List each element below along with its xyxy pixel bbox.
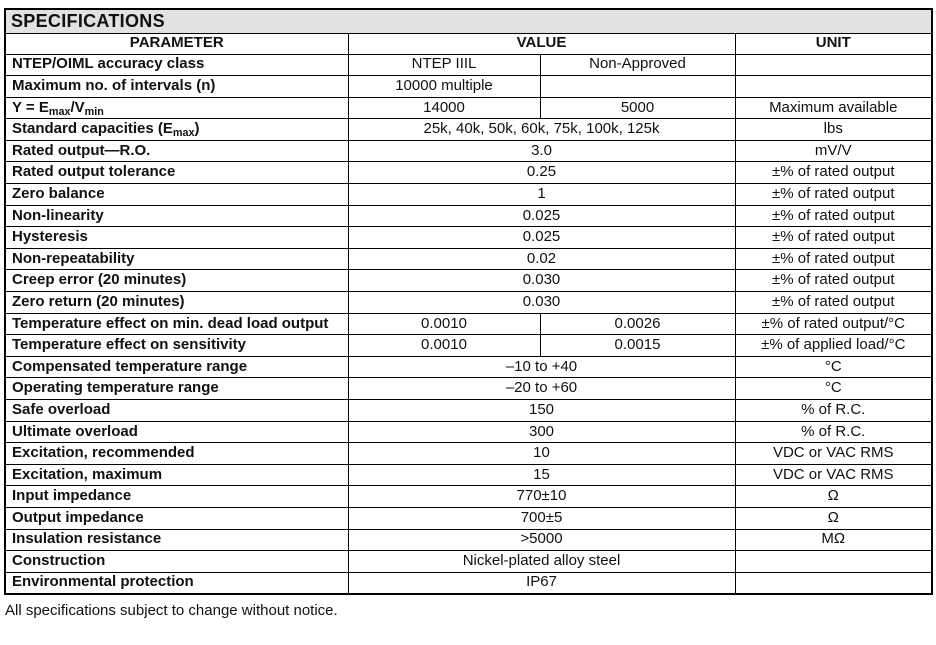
unit-cell: VDC or VAC RMS xyxy=(735,464,932,486)
table-row xyxy=(5,227,932,249)
unit-cell xyxy=(735,76,932,98)
parameter-cell: Creep error (20 minutes) xyxy=(5,270,348,292)
table-row xyxy=(5,248,932,270)
table-row xyxy=(5,119,932,141)
unit-cell: ±% of rated output xyxy=(735,292,932,314)
table-row xyxy=(5,184,932,206)
parameter-cell: Standard capacities $(E_{max})$ xyxy=(5,119,348,141)
unit-cell: VDC or VAC RMS xyxy=(735,443,932,465)
table-row xyxy=(5,162,932,184)
table-title-row xyxy=(5,9,932,33)
parameter-cell: Compensated temperature range xyxy=(5,356,348,378)
value-cell: NTEP IIIL xyxy=(348,54,540,76)
unit-cell: Ω xyxy=(735,507,932,529)
table-row xyxy=(5,313,932,335)
parameter-cell: Excitation, recommended xyxy=(5,443,348,465)
value-cell: –10 to +40 xyxy=(348,356,735,378)
parameter-cell: Temperature effect on sensitivity xyxy=(5,335,348,357)
value-cell: 700±5 xyxy=(348,507,735,529)
unit-cell: lbs xyxy=(735,119,932,141)
parameter-cell: Hysteresis xyxy=(5,227,348,249)
parameter-cell: Output impedance xyxy=(5,507,348,529)
value-cell: Nickel-plated alloy steel xyxy=(348,551,735,573)
unit-cell: °C xyxy=(735,356,932,378)
table-row xyxy=(5,140,932,162)
unit-cell: % of R.C. xyxy=(735,421,932,443)
table-row xyxy=(5,378,932,400)
table-title: SPECIFICATIONS xyxy=(5,9,932,33)
parameter-cell: Zero return (20 minutes) xyxy=(5,292,348,314)
table-row xyxy=(5,464,932,486)
parameter-cell: Safe overload xyxy=(5,400,348,422)
value-cell: 0.030 xyxy=(348,292,735,314)
parameter-cell: Temperature effect on min. dead load output xyxy=(5,313,348,335)
table-row xyxy=(5,356,932,378)
table-row xyxy=(5,97,932,119)
unit-cell: ±% of rated output xyxy=(735,248,932,270)
value-cell: >5000 xyxy=(348,529,735,551)
table-row xyxy=(5,400,932,422)
unit-cell: mV/V xyxy=(735,140,932,162)
value-cell: 0.025 xyxy=(348,227,735,249)
parameter-cell: Zero balance xyxy=(5,184,348,206)
table-row xyxy=(5,421,932,443)
parameter-cell: Input impedance xyxy=(5,486,348,508)
parameter-cell: Non-repeatability xyxy=(5,248,348,270)
footnote-text: All specifications subject to change without notice. xyxy=(5,601,338,619)
unit-cell: ±% of applied load/°C xyxy=(735,335,932,357)
parameter-cell: Operating temperature range xyxy=(5,378,348,400)
unit-cell: MΩ xyxy=(735,529,932,551)
value-cell xyxy=(540,76,735,98)
parameter-cell: Construction xyxy=(5,551,348,573)
value-cell: 0.0010 xyxy=(348,335,540,357)
value-cell: 0.0015 xyxy=(540,335,735,357)
value-cell: 1 xyxy=(348,184,735,206)
parameter-cell: Rated output tolerance xyxy=(5,162,348,184)
column-header-value: VALUE xyxy=(348,33,735,54)
unit-cell: °C xyxy=(735,378,932,400)
parameter-cell: NTEP/OIML accuracy class xyxy=(5,54,348,76)
parameter-cell: Rated output—R.O. xyxy=(5,140,348,162)
unit-cell: ±% of rated output xyxy=(735,184,932,206)
table-row xyxy=(5,486,932,508)
unit-cell: Maximum available xyxy=(735,97,932,119)
value-cell: IP67 xyxy=(348,572,735,594)
parameter-cell: Non-linearity xyxy=(5,205,348,227)
unit-cell xyxy=(735,572,932,594)
value-cell: 0.025 xyxy=(348,205,735,227)
table-row xyxy=(5,205,932,227)
value-cell: 770±10 xyxy=(348,486,735,508)
value-cell: 0.02 xyxy=(348,248,735,270)
table-row xyxy=(5,551,932,573)
value-cell: 0.0010 xyxy=(348,313,540,335)
parameter-cell: Maximum no. of intervals (n) xyxy=(5,76,348,98)
parameter-cell: Ultimate overload xyxy=(5,421,348,443)
specifications-table xyxy=(4,8,933,595)
parameter-cell: $Y = E_{max}/V_{min}$ xyxy=(5,97,348,119)
value-cell: 14000 xyxy=(348,97,540,119)
unit-cell: ±% of rated output/°C xyxy=(735,313,932,335)
table-head xyxy=(5,9,932,54)
unit-cell: ±% of rated output xyxy=(735,162,932,184)
value-cell: 10 xyxy=(348,443,735,465)
column-header-row xyxy=(5,33,932,54)
unit-cell: ±% of rated output xyxy=(735,270,932,292)
parameter-cell: Environmental protection xyxy=(5,572,348,594)
unit-cell: ±% of rated output xyxy=(735,205,932,227)
value-cell: 10000 multiple xyxy=(348,76,540,98)
table-row xyxy=(5,292,932,314)
value-cell: 15 xyxy=(348,464,735,486)
value-cell: 0.25 xyxy=(348,162,735,184)
table-row xyxy=(5,572,932,594)
table-row xyxy=(5,335,932,357)
parameter-cell: Excitation, maximum xyxy=(5,464,348,486)
column-header-parameter: PARAMETER xyxy=(5,33,348,54)
value-cell: Non-Approved xyxy=(540,54,735,76)
value-cell: 0.0026 xyxy=(540,313,735,335)
value-cell: 5000 xyxy=(540,97,735,119)
parameter-cell: Insulation resistance xyxy=(5,529,348,551)
unit-cell xyxy=(735,54,932,76)
table-row xyxy=(5,529,932,551)
unit-cell: Ω xyxy=(735,486,932,508)
table-body xyxy=(5,54,932,594)
unit-cell xyxy=(735,551,932,573)
value-cell: 150 xyxy=(348,400,735,422)
column-header-unit: UNIT xyxy=(735,33,932,54)
unit-cell: % of R.C. xyxy=(735,400,932,422)
value-cell: 3.0 xyxy=(348,140,735,162)
table-row xyxy=(5,54,932,76)
unit-cell: ±% of rated output xyxy=(735,227,932,249)
value-cell: 300 xyxy=(348,421,735,443)
table-row xyxy=(5,443,932,465)
table-row xyxy=(5,270,932,292)
value-cell: 25k, 40k, 50k, 60k, 75k, 100k, 125k xyxy=(348,119,735,141)
table-row xyxy=(5,76,932,98)
value-cell: –20 to +60 xyxy=(348,378,735,400)
table-row xyxy=(5,507,932,529)
value-cell: 0.030 xyxy=(348,270,735,292)
